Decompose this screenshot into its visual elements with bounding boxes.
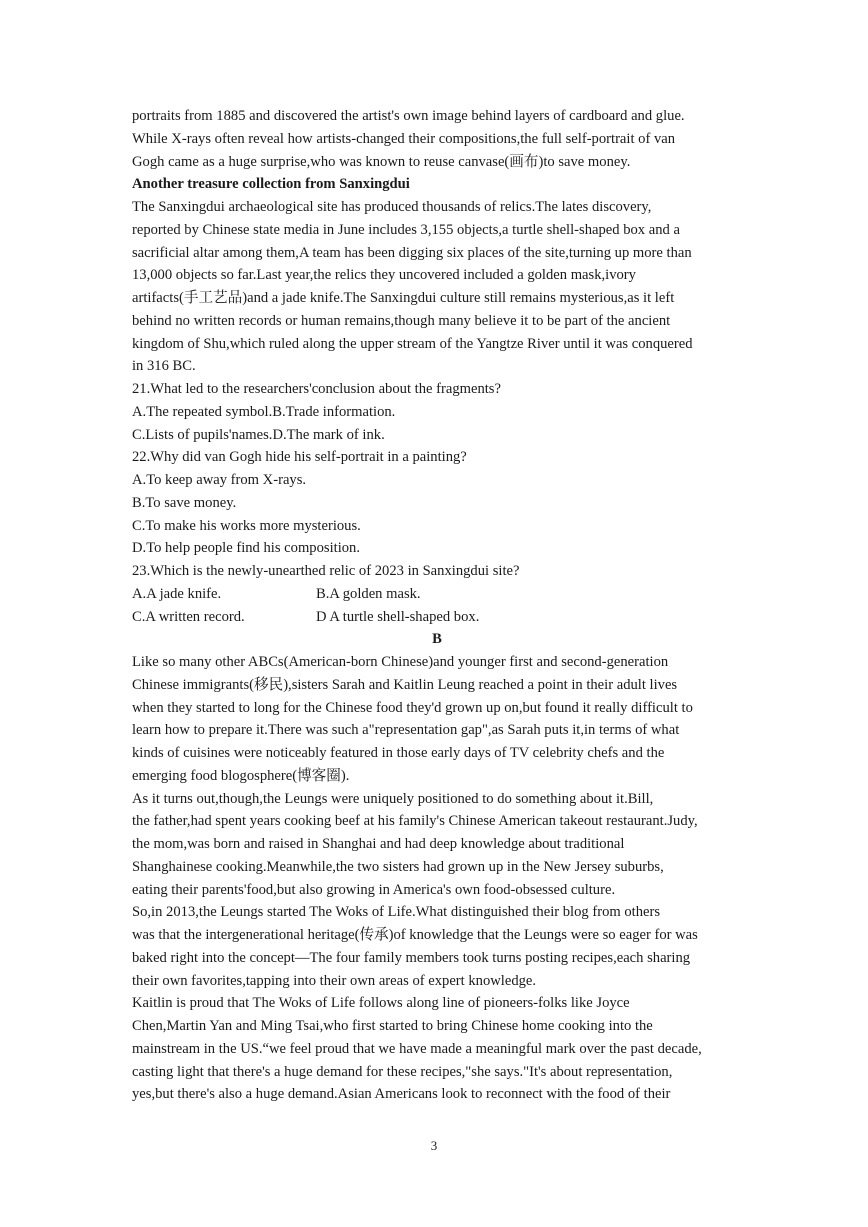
text-line: baked right into the concept—The four family members took turns posting recipes,each sharing [132, 949, 691, 966]
text-line: in 316 BC. [132, 358, 196, 375]
document-body [132, 105, 742, 1106]
question-stem: 23.Which is the newly-unearthed relic of 2023 in Sanxingdui site? [132, 563, 520, 579]
question-options-row [132, 583, 742, 606]
text-line: 13,000 objects so far.Last year,the relics they uncovered included a golden mask,ivory [132, 267, 636, 284]
text-line: portraits from 1885 and discovered the artist's own image behind layers of cardboard and glue. [132, 108, 685, 124]
text-line: As it turns out,though,the Leungs were uniquely positioned to do something about it.Bill, [132, 790, 654, 807]
question-option: C.A written record. [132, 608, 245, 625]
text-line: the mom,was born and raised in Shanghai and had deep knowledge about traditional [132, 836, 625, 852]
text-line: Chinese immigrants(移民),sisters Sarah and Kaitlin Leung reached a point in their adult lives [132, 676, 678, 693]
section-b-heading: B [432, 631, 442, 648]
text-line: their own favorites,tapping into their own areas of expert knowledge. [132, 972, 537, 989]
text-line: reported by Chinese state media in June includes 3,155 objects,a turtle shell-shaped box and a [132, 221, 680, 238]
question-option: A.A jade knife. [132, 585, 222, 602]
text-line: eating their parents'food,but also growing in America's own food-obsessed culture. [132, 881, 616, 898]
text-line: kingdom of Shu,which ruled along the upper stream of the Yangtze River until it was conquered [132, 335, 693, 352]
text-line: So,in 2013,the Leungs started The Woks of Life.What distinguished their blog from others [132, 904, 661, 921]
text-line: While X-rays often reveal how artists-changed their compositions,the full self-portrait of van [132, 130, 676, 147]
page-number: 3 [430, 1138, 438, 1153]
text-line: behind no written records or human remains,though many believe it to be part of the ancient [132, 312, 671, 329]
question-options-row [132, 606, 742, 629]
text-line: artifacts(手工艺品)and a jade knife.The Sanxingdui culture still remains mysterious,as it left [132, 290, 675, 306]
question-options: A.The repeated symbol.B.Trade information. [132, 403, 396, 420]
text-line: Like so many other ABCs(American-born Chinese)and younger first and second-generation [132, 654, 669, 670]
question-stem: 21.What led to the researchers'conclusion about the fragments? [132, 381, 501, 397]
text-line: mainstream in the US.“we feel proud that we have made a meaningful mark over the past decade, [132, 1040, 702, 1057]
text-line: learn how to prepare it.There was such a"representation gap",as Sarah puts it,in terms of what [132, 722, 680, 739]
question-option: D.To help people find his composition. [132, 540, 360, 557]
question-option: D A turtle shell-shaped box. [316, 608, 480, 625]
text-line: was that the intergenerational heritage(传承)of knowledge that the Leungs were so eager for was [132, 927, 698, 943]
question-stem: 22.Why did van Gogh hide his self-portrait in a painting? [132, 449, 467, 466]
text-line: kinds of cuisines were noticeably featured in those early days of TV celebrity chefs and the [132, 745, 665, 761]
text-line: the father,had spent years cooking beef at his family's Chinese American takeout restaurant.Judy, [132, 813, 698, 830]
text-line: sacrificial altar among them,A team has been digging six places of the site,turning up more than [132, 244, 692, 261]
text-line: Gogh came as a huge surprise,who was known to reuse canvase(画布)to save money. [132, 153, 631, 170]
question-option: A.To keep away from X-rays. [132, 472, 307, 488]
question-option: B.A golden mask. [316, 585, 421, 602]
text-line: Shanghainese cooking.Meanwhile,the two sisters had grown up in the New Jersey suburbs, [132, 858, 664, 875]
text-line: Chen,Martin Yan and Ming Tsai,who first started to bring Chinese home cooking into the [132, 1018, 653, 1034]
text-line: when they started to long for the Chinese food they'd grown up on,but found it really difficult to [132, 699, 693, 716]
text-line: emerging food blogosphere(博客圈). [132, 767, 350, 784]
text-line: yes,but there's also a huge demand.Asian Americans look to reconnect with the food of their [132, 1086, 671, 1103]
text-line: The Sanxingdui archaeological site has produced thousands of relics.The lates discovery, [132, 199, 652, 215]
question-options: C.Lists of pupils'names.D.The mark of ink. [132, 426, 385, 443]
question-option: C.To make his works more mysterious. [132, 517, 361, 534]
question-option: B.To save money. [132, 494, 237, 511]
text-line: Kaitlin is proud that The Woks of Life follows along line of pioneers-folks like Joyce [132, 995, 630, 1012]
text-line: casting light that there's a huge demand for these recipes,"she says."It's about representation, [132, 1063, 673, 1080]
section-heading: Another treasure collection from Sanxingdui [132, 176, 410, 193]
